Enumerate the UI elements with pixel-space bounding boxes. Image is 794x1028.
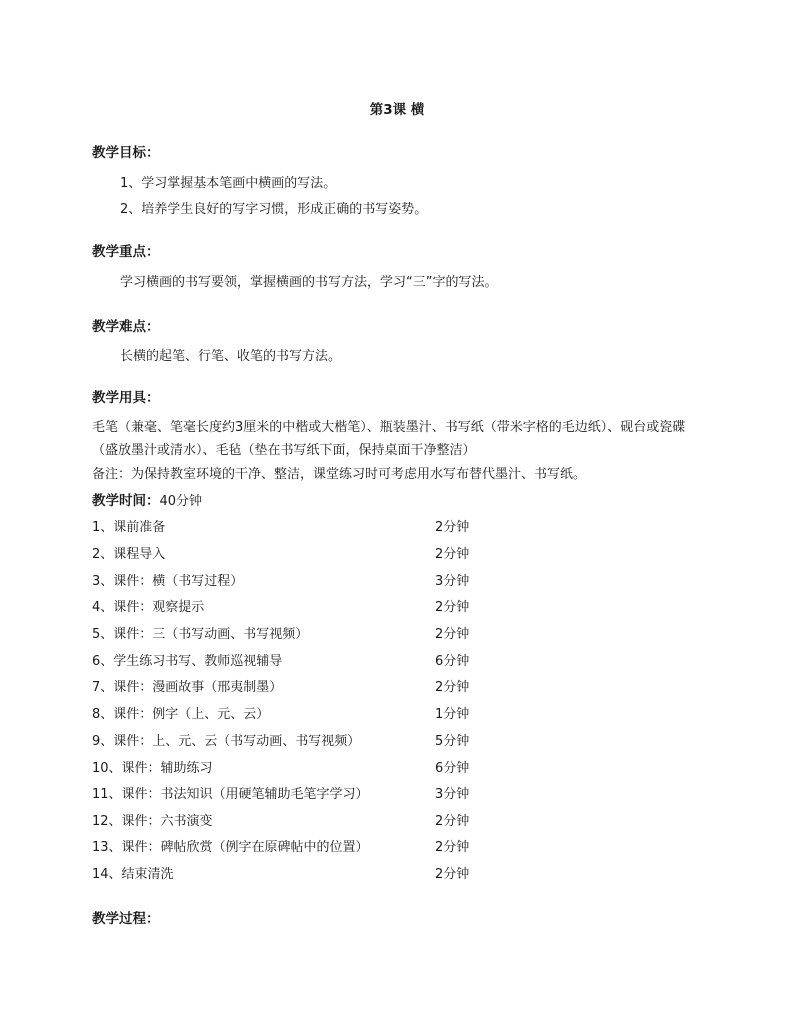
- schedule-item-duration: 2分钟: [435, 547, 470, 562]
- schedule-item-name: 12、课件：六书演变: [92, 814, 213, 829]
- schedule-row: [92, 626, 512, 644]
- process-heading: 教学过程：: [92, 911, 160, 927]
- schedule-item-duration: 3分钟: [435, 787, 470, 802]
- schedule-row: [92, 519, 512, 537]
- schedule-row: [92, 866, 512, 884]
- schedule-item-duration: 2分钟: [435, 814, 470, 829]
- objective-item-2: 2、培养学生良好的写字习惯，形成正确的书写姿势。: [120, 202, 428, 217]
- difficulties-text: 长横的起笔、行笔、收笔的书写方法。: [120, 349, 342, 364]
- schedule-item-name: 1、课前准备: [92, 520, 166, 535]
- schedule-item-duration: 2分钟: [435, 627, 470, 642]
- schedule-item-duration: 2分钟: [435, 520, 470, 535]
- schedule-item-duration: 6分钟: [435, 654, 470, 669]
- tools-note: 备注：为保持教室环境的干净、整洁，课堂练习时可考虑用水写布替代墨汁、书写纸。: [92, 467, 587, 482]
- schedule-row: [92, 546, 512, 564]
- schedule-item-name: 2、课程导入: [92, 547, 166, 562]
- schedule-row: [92, 813, 512, 831]
- schedule-row: [92, 786, 512, 804]
- key-points-text: 学习横画的书写要领，掌握横画的书写方法，学习“三”字的写法。: [120, 275, 498, 290]
- schedule-item-duration: 5分钟: [435, 734, 470, 749]
- schedule-item-name: 11、课件：书法知识（用硬笔辅助毛笔字学习）: [92, 787, 369, 802]
- key-points-heading: 教学重点：: [92, 244, 160, 260]
- difficulties-heading: 教学难点：: [92, 319, 160, 335]
- schedule-item-duration: 6分钟: [435, 761, 470, 776]
- schedule-item-duration: 2分钟: [435, 680, 470, 695]
- schedule-row: [92, 653, 512, 671]
- schedule-item-duration: 2分钟: [435, 867, 470, 882]
- schedule-row: [92, 733, 512, 751]
- tools-heading: 教学用具：: [92, 390, 160, 406]
- teaching-time: [92, 492, 202, 511]
- schedule-row: [92, 679, 512, 697]
- schedule-item-name: 8、课件：例字（上、元、云）: [92, 707, 270, 722]
- schedule-item-duration: 2分钟: [435, 600, 470, 615]
- schedule-item-name: 6、学生练习书写、教师巡视辅导: [92, 654, 283, 669]
- teaching-time-label: 教学时间：: [92, 493, 160, 509]
- schedule-item-name: 4、课件：观察提示: [92, 600, 205, 615]
- objectives-heading: 教学目标：: [92, 145, 160, 161]
- schedule-item-duration: 2分钟: [435, 840, 470, 855]
- schedule-item-name: 7、课件：漫画故事（邢夷制墨）: [92, 680, 283, 695]
- schedule-row: [92, 706, 512, 724]
- schedule-row: [92, 839, 512, 857]
- schedule-item-duration: 1分钟: [435, 707, 470, 722]
- schedule-item-name: 14、结束清洗: [92, 867, 174, 882]
- schedule-row: [92, 599, 512, 617]
- schedule-row: [92, 760, 512, 778]
- schedule-item-name: 10、课件：辅助练习: [92, 761, 213, 776]
- schedule-item-name: 5、课件：三（书写动画、书写视频）: [92, 627, 309, 642]
- schedule-item-name: 9、课件：上、元、云（书写动画、书写视频）: [92, 734, 361, 749]
- schedule-item-duration: 3分钟: [435, 574, 470, 589]
- schedule-item-name: 13、课件：碑帖欣赏（例字在原碑帖中的位置）: [92, 840, 369, 855]
- lesson-title: 第3课 横: [369, 102, 425, 118]
- schedule-item-name: 3、课件：横（书写过程）: [92, 574, 244, 589]
- schedule-row: [92, 573, 512, 591]
- objective-item-1: 1、学习掌握基本笔画中横画的写法。: [120, 176, 337, 191]
- teaching-time-value: 40分钟: [159, 494, 203, 509]
- tools-text: 毛笔（兼毫、笔毫长度约3厘米的中楷或大楷笔）、瓶装墨汁、书写纸（带米字格的毛边纸）、砚台或瓷碟（盛放墨汁或清水）、毛毡（垫在书写纸下面，保持桌面干净整洁）: [92, 420, 686, 458]
